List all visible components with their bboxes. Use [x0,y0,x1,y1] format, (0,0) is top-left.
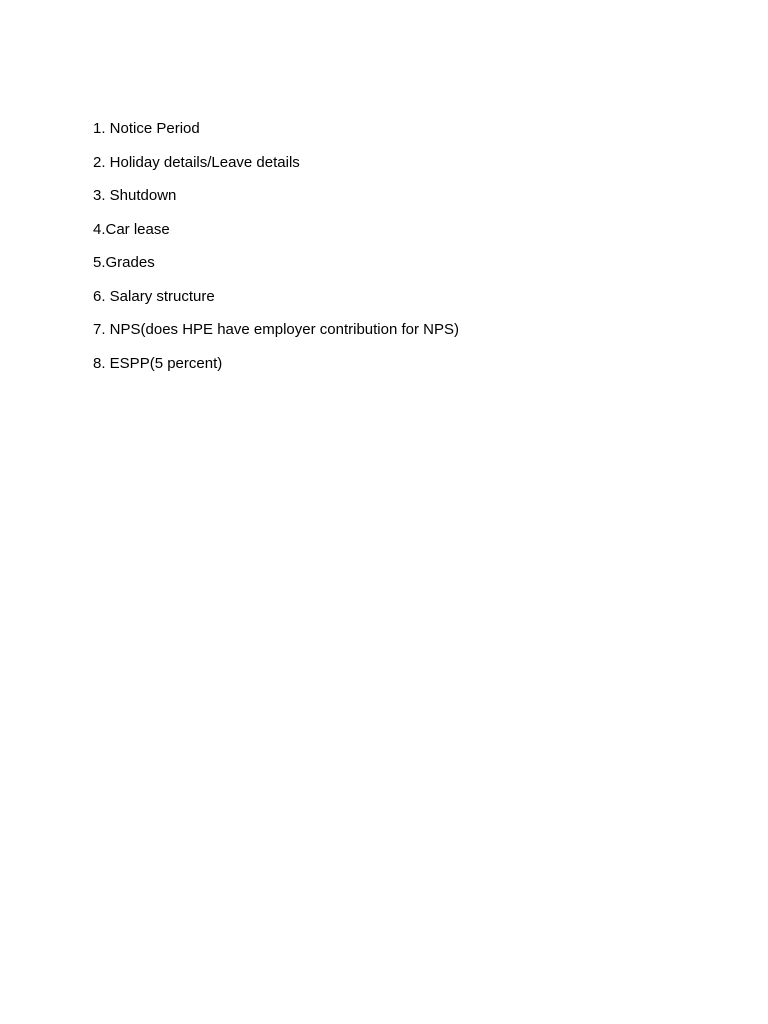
list-item-shutdown: 3. Shutdown [93,187,177,204]
list-item-salary-structure: 6. Salary structure [93,287,215,305]
list-item-nps: 7. NPS(does HPE have employer contribution for NPS) [93,321,459,338]
list-item-grades: 5.Grades [93,254,155,271]
list-item-holiday-details: 2. Holiday details/Leave details [93,153,300,171]
list-item-espp: 8. ESPP(5 percent) [93,354,223,372]
document-body [93,118,693,386]
list-item-car-lease: 4.Car lease [93,220,170,238]
list-item-notice-period: 1. Notice Period [93,120,200,137]
